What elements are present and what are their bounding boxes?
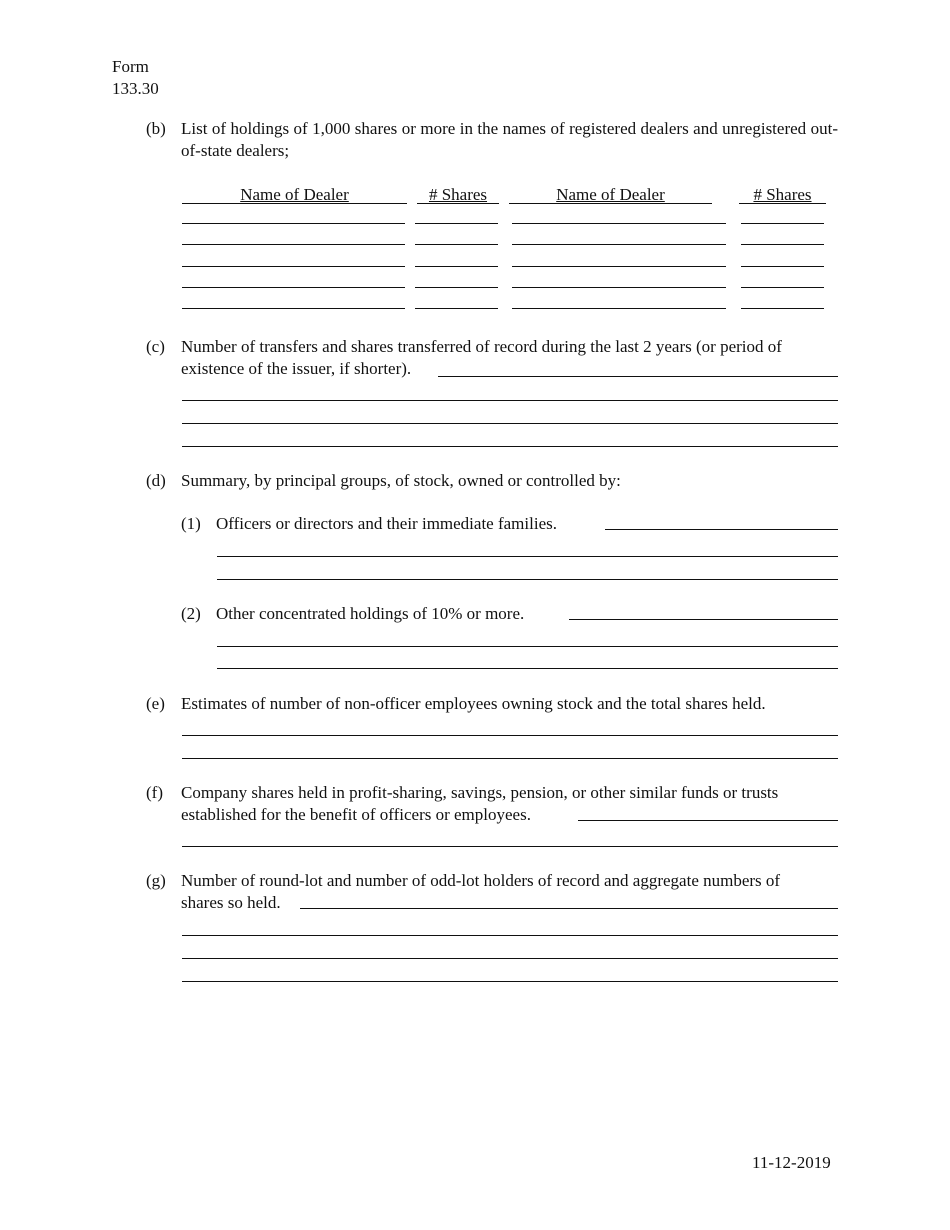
dealer-shares-field[interactable] bbox=[741, 244, 824, 245]
section-d1-label: (1) bbox=[181, 514, 201, 533]
section-f-label: (f) bbox=[146, 783, 163, 802]
dealer-name-field[interactable] bbox=[512, 244, 726, 245]
section-g-label: (g) bbox=[146, 871, 166, 890]
section-g-answer-line[interactable] bbox=[300, 908, 838, 909]
section-g-answer-line[interactable] bbox=[182, 958, 838, 959]
dealer-name-field[interactable] bbox=[182, 244, 405, 245]
dealer-shares-field[interactable] bbox=[415, 223, 498, 224]
dealer-shares-field[interactable] bbox=[741, 266, 824, 267]
section-g-answer-line[interactable] bbox=[182, 981, 838, 982]
section-d1-answer-line[interactable] bbox=[605, 529, 838, 530]
section-d1-answer-line[interactable] bbox=[217, 556, 838, 557]
section-c-label: (c) bbox=[146, 337, 165, 356]
dealer-shares-field[interactable] bbox=[415, 308, 498, 309]
dealer-name-field[interactable] bbox=[182, 287, 405, 288]
section-d-text: Summary, by principal groups, of stock, owned or controlled by: bbox=[181, 471, 621, 490]
section-e-label: (e) bbox=[146, 694, 165, 713]
section-b-text: List of holdings of 1,000 shares or more in the names of registered dealers and unregistered out-of-state dealers; bbox=[181, 119, 838, 160]
col-header-underline bbox=[509, 203, 712, 204]
section-f-answer-line[interactable] bbox=[578, 820, 838, 821]
section-g-text-line2: shares so held. bbox=[181, 893, 281, 912]
section-d2-answer-line[interactable] bbox=[569, 619, 838, 620]
section-d2-answer-line[interactable] bbox=[217, 646, 838, 647]
section-c-answer-line[interactable] bbox=[182, 423, 838, 424]
dealer-shares-field[interactable] bbox=[415, 244, 498, 245]
col-header-underline bbox=[182, 203, 407, 204]
section-c-text-line2: existence of the issuer, if shorter). bbox=[181, 359, 412, 378]
section-d1-answer-line[interactable] bbox=[217, 579, 838, 580]
section-g-answer-line[interactable] bbox=[182, 935, 838, 936]
col-header-name-of-dealer-2: Name of Dealer bbox=[556, 185, 665, 204]
col-header-underline bbox=[417, 203, 499, 204]
dealer-name-field[interactable] bbox=[182, 223, 405, 224]
section-c-answer-line[interactable] bbox=[182, 446, 838, 447]
section-d1-text: Officers or directors and their immediate families. bbox=[216, 514, 557, 533]
dealer-name-field[interactable] bbox=[512, 266, 726, 267]
section-e-answer-line[interactable] bbox=[182, 735, 838, 736]
section-d2-label: (2) bbox=[181, 604, 201, 623]
section-c-text-line1: Number of transfers and shares transferred of record during the last 2 years (or period of bbox=[181, 337, 782, 356]
dealer-shares-field[interactable] bbox=[741, 308, 824, 309]
section-f-answer-line[interactable] bbox=[182, 846, 838, 847]
col-header-name-of-dealer-1: Name of Dealer bbox=[240, 185, 349, 204]
section-f-text-line1: Company shares held in profit-sharing, savings, pension, or other similar funds or trusts bbox=[181, 783, 779, 802]
section-c-answer-line[interactable] bbox=[182, 400, 838, 401]
section-d2-answer-line[interactable] bbox=[217, 668, 838, 669]
footer-date: 11-12-2019 bbox=[752, 1153, 831, 1172]
dealer-shares-field[interactable] bbox=[741, 287, 824, 288]
dealer-shares-field[interactable] bbox=[741, 223, 824, 224]
col-header-shares-1: # Shares bbox=[428, 185, 488, 204]
section-f-text-line2: established for the benefit of officers or employees. bbox=[181, 805, 531, 824]
dealer-name-field[interactable] bbox=[512, 308, 726, 309]
section-c-answer-line[interactable] bbox=[438, 376, 838, 377]
dealer-name-field[interactable] bbox=[512, 223, 726, 224]
col-header-underline bbox=[739, 203, 826, 204]
section-d-label: (d) bbox=[146, 471, 166, 490]
dealer-name-field[interactable] bbox=[182, 266, 405, 267]
section-d2-text: Other concentrated holdings of 10% or more. bbox=[216, 604, 525, 623]
section-b-label: (b) bbox=[146, 119, 166, 138]
dealer-name-field[interactable] bbox=[512, 287, 726, 288]
form-label: Form bbox=[112, 57, 149, 76]
dealer-shares-field[interactable] bbox=[415, 266, 498, 267]
section-e-text: Estimates of number of non-officer employees owning stock and the total shares held. bbox=[181, 694, 766, 713]
form-number: 133.30 bbox=[112, 79, 159, 98]
dealer-name-field[interactable] bbox=[182, 308, 405, 309]
col-header-shares-2: # Shares bbox=[753, 185, 812, 204]
section-g-text-line1: Number of round-lot and number of odd-lot holders of record and aggregate numbers of bbox=[181, 871, 781, 890]
section-e-answer-line[interactable] bbox=[182, 758, 838, 759]
dealer-shares-field[interactable] bbox=[415, 287, 498, 288]
